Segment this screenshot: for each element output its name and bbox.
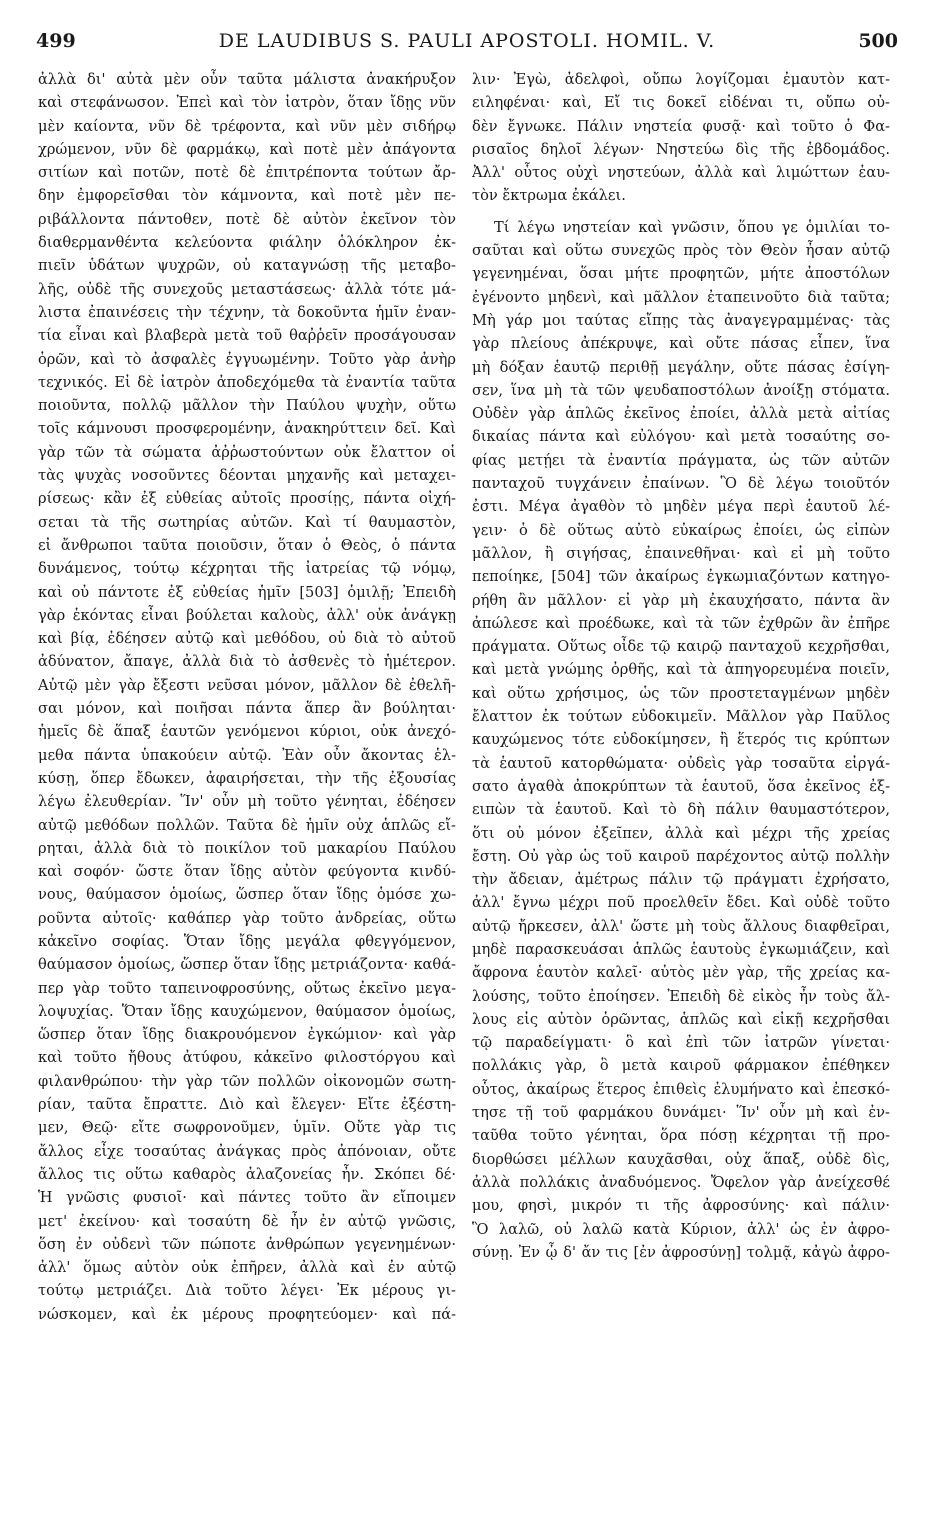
text-line: τὰς ψυχὰς νοσοῦντες δέονται μηχανῆς καὶ μεταχει- [38,467,456,485]
text-line: σεται τὰ τῆς σωτηρίας αὐτῶν. Καὶ τί θαυμαστὸν, [38,513,456,531]
text-line: λιν· Ἐγὼ, ἀδελφοὶ, οὔπω λογίζομαι ἐμαυτὸν κατ- [472,71,890,88]
text-line: Ἀλλ' οὗτος οὐχὶ νηστεύων, ἀλλὰ καὶ λιμώττων ἑαυ- [472,164,890,182]
paragraph-gap [472,208,890,216]
text-line: τούτῳ μετριάζει. Διὰ τοῦτο λέγει· Ἐκ μέρους γι- [38,1282,456,1300]
text-line: σύνῃ. Ἐν ᾧ δ' ἄν τις [ἐν ἀφροσύνῃ] τολμᾷ, κἀγὼ ἀφρο- [472,1243,890,1261]
text-line: πιεῖν ὑδάτων ψυχρῶν, οὐ καταγνώσῃ τῆς μεταβο- [38,257,456,275]
text-line: καὶ μετὰ γνώμης ὀρθῆς, καὶ τὰ ἀπηγορευμένα ποιεῖν, [472,661,890,679]
left-column [38,68,456,1326]
page-number-right: 500 [858,30,898,52]
text-line: φίας μετῄει τὰ ἐναντία πράγματα, ὡς τῶν αὐτῶν [472,451,890,469]
text-line: ἀλλὰ δι' αὐτὰ μὲν οὖν ταῦτα μάλιστα ἀνακήρυξον [38,71,456,88]
text-line: πράγματα. Οὕτως οἶδε τῷ καιρῷ πανταχοῦ κεχρῆσθαι, [472,638,890,656]
text-line: ἀλλ' ἔγνω μέχρι ποῦ προελθεῖν ἔδει. Καὶ οὐδὲ τοῦτο [472,894,890,912]
text-line: δικαίας πάντα καὶ εὐλόγου· καὶ μετὰ τοσαύτης σο- [472,428,890,446]
running-head [36,30,898,58]
text-line: σιτίων καὶ ποτῶν, ποτὲ δὲ ἐπιτρέποντα τούτων ἄρ- [38,164,456,182]
text-line: πανταχοῦ τυγχάνειν ἐπαίνων. Ὃ δὲ λέγω τοιοῦτόν [472,475,890,493]
text-line: αὐτῷ μεθόδων πολλῶν. Ταῦτα δὲ ἡμῖν οὐχ ἁπλῶς εἴ- [38,816,456,834]
text-line: τὸν ἔκτρωμα ἐκάλει. [472,187,626,205]
text-line: οὗτος, ἀκαίρως ἕτερος ἐπιθεὶς ἐλυμήνατο καὶ ἐπεσκό- [472,1080,890,1098]
text-line: μηδὲ παρασκευάσαι ἁπλῶς ἑαυτοὺς ἐγκωμιάζειν, καὶ [472,940,890,958]
text-line: μεν, Θεῷ· εἴτε σωφρονοῦμεν, ὑμῖν. Οὔτε γὰρ τις [38,1119,456,1137]
text-line: ρηται, ἀλλὰ διὰ τὸ ποικίλον τοῦ μακαρίου Παύλου [38,839,456,857]
text-line: γειν· ὁ δὲ οὕτως αὐτὸ εὐκαίρως ἐποίει, ὡς εἰπὼν [472,521,890,539]
text-line: ἄφρονα ἑαυτὸν καλεῖ· αὐτὸς μὲν γὰρ, τῆς χρείας κα- [472,964,890,982]
text-line: Ὃ λαλῶ, οὐ λαλῶ κατὰ Κύριον, ἀλλ' ὡς ἐν ἀφρο- [472,1220,890,1238]
text-line: λούσης, τοῦτο ἐποίησεν. Ἐπειδὴ δὲ εἰκὸς ἦν τοὺς ἄλ- [472,987,890,1005]
text-line: μου, φησὶ, μικρόν τι τῆς ἀφροσύνης· καὶ πάλιν· [472,1197,890,1215]
text-line: λῆς, οὐδὲ τῆς συνεχοῦς μεταστάσεως· ἀλλὰ τότε μά- [38,280,456,298]
text-line: ριβάλλοντα πάντοθεν, ποτὲ δὲ αὐτὸν ἐκεῖνον τὸν [38,210,456,228]
text-line: μετ' ἐκείνου· καὶ τοσαύτη δὲ ἦν ἐν αὐτῷ γνῶσις, [38,1212,456,1230]
text-line: περ γὰρ τοῦτο ταπεινοφροσύνης, οὕτως ἐκεῖνο μεγα- [38,979,456,997]
page-number-left: 499 [36,30,76,52]
text-line: ἀπώλεσε καὶ προέδωκε, καὶ τὰ τῶν ἐχθρῶν ἂν ἐπῆρε [472,614,890,632]
text-line: καὶ σοφόν· ὥστε ὅταν ἴδῃς αὐτὸν φεύγοντα κινδύ- [38,863,456,881]
text-line: θαύμασον ὁμοίως, ὥσπερ ὅταν ἴδῃς μετριάζοντα· καθά- [38,956,456,974]
text-line: διορθώσει μέλλων καυχᾶσθαι, οὐχ ἅπαξ, οὐδὲ δὶς, [472,1150,890,1168]
text-line: ἔστη. Οὐ γὰρ ὡς τοῦ καιροῦ παρέχοντος αὐτῷ πολλὴν [472,847,890,865]
text-line: γὰρ τῶν τὰ σώματα ἀῤῥωστούντων οὐκ ἔλαττον οἱ [38,443,456,461]
text-line: ἀλλ' ὅμως αὐτὸν οὐκ ἐπῆρεν, ἀλλὰ καὶ ἐν αὐτῷ [38,1259,456,1277]
text-line: γὰρ πλείους ἀπέκρυψε, καὶ οὔτε πάσας εἶπεν, ἵνα [472,335,890,353]
text-line: ἄλλος εἶχε τοσαύτας ἀνάγκας πρὸς ἀπόνοιαν, οὔτε [38,1142,456,1160]
text-line: τῷ παραδείγματι· ὃ καὶ ἐπὶ τῶν ἰατρῶν γίνεται· [472,1034,890,1052]
text-line: διαθερμανθέντα κελεύοντα φιάλην ὁλόκληρον ἐκ- [38,234,456,252]
text-line: ρισαῖος δηλοῖ λέγων· Νηστεύω δὶς τῆς ἑβδομάδος. [472,140,890,158]
text-line: κἀκεῖνο σοφίας. Ὅταν ἴδῃς μεγάλα φθεγγόμενον, [38,932,456,950]
text-line: ρήθη ἂν μᾶλλον· εἰ γὰρ μὴ ἐκαυχήσατο, πάντα ἂν [472,591,890,609]
text-line: ταῦθα τοῦτο γένηται, ὅρα πόσῃ κέχρηται τῇ προ- [472,1127,890,1145]
text-line: Ἡ γνῶσις φυσιοῖ· καὶ πάντες τοῦτο ἂν εἴποιμεν [38,1189,456,1207]
text-line: κύσῃ, ὅπερ ἔδωκεν, ἀφαιρήσεται, τὴν τῆς ἐξουσίας [38,769,456,787]
right-column [472,68,890,1264]
text-line: ὥσπερ ὅταν ἴδῃς διακρουόμενον ἐγκώμιον· καὶ γὰρ [38,1026,456,1044]
text-line: δὲν ἔγνωκε. Πάλιν νηστεία φυσᾷ· καὶ τοῦτο ὁ Φα- [472,117,890,135]
text-line: τοῖς κάμνουσι προσφερομένην, ἀνακηρύττειν δεῖ. Καὶ [38,420,456,438]
text-line: δυνάμενος, τούτῳ κέχρηται τῆς ἰατρείας τῷ νόμῳ, [38,560,456,578]
running-title: DE LAUDIBUS S. PAULI APOSTOLI. HOMIL. V. [218,30,716,52]
text-line: λέγω ἐλευθερίαν. Ἵν' οὖν μὴ τοῦτο γένηται, ἐδέησεν [38,793,456,811]
text-line: ἐστι. Μέγα ἀγαθὸν τὸ μηδὲν μέγα περὶ ἑαυτοῦ λέ- [472,498,890,516]
text-line: ἔλαττον ἐκ τούτων εὐδοκιμεῖν. Μᾶλλον γὰρ Παῦλος [472,708,890,726]
text-line: μὲν καίοντα, νῦν δὲ τρέφοντα, καὶ νῦν μὲν σιδήρῳ [38,117,456,135]
text-line: μὴ δόξαν ἑαυτῷ περιθῇ μεγάλην, οὔτε πάσας ἐσίγη- [472,358,890,376]
text-line: νους, θαύμασον ὁμοίως, ὥσπερ ὅταν ἴδῃς ὁμόσε χω- [38,886,456,904]
text-line: τησε τῇ τοῦ φαρμάκου δυνάμει· Ἵν' οὖν μὴ καὶ ἐν- [472,1104,890,1122]
text-line: καὶ οὐ πάντοτε ἐξ εὐθείας ἡμῖν [503] ὁμιλῇ; Ἐπειδὴ [38,583,456,601]
text-line: ἀδύνατον, ἄπαγε, ἀλλὰ διὰ τὸ ἀσθενὲς τὸ ἡμέτερον. [38,653,456,671]
text-line: αὐτῷ ἤρκεσεν, ἀλλ' ὥστε μὴ τοὺς ἄλλους διαφθεῖραι, [472,917,890,935]
text-line: μεθα πάντα ὑπακούειν αὐτῷ. Ἐὰν οὖν ἄκοντας ἑλ- [38,746,456,764]
text-line: γὰρ ἑκόντας εἶναι βούλεται καλοὺς, ἀλλ' οὐκ ἀνάγκῃ [38,606,456,624]
text-line: μᾶλλον, ἢ σιγήσας, ἐπαινεθῆναι· καὶ εἰ μὴ τοῦτο [472,544,890,562]
text-line: τεχνικός. Εἰ δὲ ἰατρὸν ἀποδεχόμεθα τὰ ἐναντία ταῦτα [38,373,456,391]
text-line: εἰ ἄνθρωποι ταῦτα ποιοῦσιν, ὅταν ὁ Θεὸς, ὁ πάντα [38,536,456,554]
text-line: πολλάκις γὰρ, ὃ μετὰ καιροῦ φάρμακον ἐπέθηκεν [472,1057,890,1075]
text-line: τὴν ἄδειαν, ἀμέτρως πάλιν τῷ πράγματι ἐχρήσατο, [472,871,890,889]
text-line: ποιοῦντα, πολλῷ μᾶλλον τὴν Παύλου ψυχὴν, οὕτω [38,397,456,415]
text-line: νώσκομεν, καὶ ἐκ μέρους προφητεύομεν· καὶ πά- [38,1305,456,1323]
text-line: γεγενημέναι, ὅσαι μήτε προφητῶν, μήτε ἀποστόλων [472,265,890,283]
text-line: Μὴ γάρ μοι ταύτας εἴπῃς τὰς ἀναγεγραμμένας· τὰς [472,311,890,329]
text-line: σατο ἀγαθὰ ἀποκρύπτων τὰ ἑαυτοῦ, ὅσα ἐκεῖνος ἐξ- [472,777,890,795]
text-line: ἐγένοντο μηδενὶ, καὶ μᾶλλον ἐταπεινοῦτο διὰ ταῦτα; [472,288,890,306]
text-line: καὶ στεφάνωσον. Ἐπεὶ καὶ τὸν ἰατρὸν, ὅταν ἴδῃς νῦν [38,94,456,112]
text-line: ἀλλὰ πολλάκις ἀναδυόμενος. Ὄφελον γὰρ ἀνείχεσθέ [472,1173,890,1191]
text-line: καὶ βίᾳ, ἐδέησεν αὐτῷ καὶ μεθόδου, οὐ διὰ τὸ αὐτοῦ [38,630,456,648]
text-line: ροῦντα αὐτοῖς· καθάπερ γὰρ τοῦτο ἀνδρείας, οὕτω [38,909,456,927]
text-line: ρίαν, ταῦτα ἔπραττε. Διὸ καὶ ἔλεγεν· Εἴτε ἐξέστη- [38,1096,456,1114]
text-line: σαι μόνον, καὶ ποιῆσαι πάντα ἅπερ ἂν βούληται· [38,700,456,718]
text-line: τὰ ἑαυτοῦ κατορθώματα· οὐδεὶς γὰρ τοσαῦτα εἰργά- [472,754,890,772]
text-line: ειληφέναι· καὶ, Εἴ τις δοκεῖ εἰδέναι τι, οὔπω οὐ- [472,94,890,112]
text-line: ὅτι οὐ μόνον ἐξεῖπεν, ἀλλὰ καὶ μέχρι τῆς χρείας [472,824,890,842]
text-line: Τί λέγω νηστείαν καὶ γνῶσιν, ὅπου γε ὁμιλίαι το- [494,218,890,236]
text-line: φιλανθρώπου· τὴν γὰρ τῶν πολλῶν οἰκονομῶν σωτη- [38,1072,456,1090]
text-line: λους εἰς αὐτὸν ὁρῶντας, ἁπλῶς καὶ εἰκῇ κεχρῆσθαι [472,1010,890,1028]
text-line: Αὐτῷ μὲν γὰρ ἔξεστι νεῦσαι μόνον, μᾶλλον δὲ ἐθελῆ- [38,676,456,694]
text-line: καὶ οὕτω χρήσιμος, ὡς τῶν προστεταγμένων μηδὲν [472,684,890,702]
text-line: χρώμενον, νῦν δὲ φαρμάκῳ, καὶ ποτὲ μὲν ἀπάγοντα [38,140,456,158]
text-line: ὅση ἐν οὐδενὶ τῶν πώποτε ἀνθρώπων γεγενημένων· [38,1235,456,1253]
text-line: ὁρῶν, καὶ τὸ ἀσφαλὲς ἐγγυωμένην. Τοῦτο γὰρ ἀνὴρ [38,350,456,368]
text-line: ρίσεως· κἂν ἐξ εὐθείας αὐτοῖς προσίῃς, πάντα οἰχή- [38,490,456,508]
text-line: καὶ τοῦτο ἤθους ἀτύφου, κἀκεῖνο φιλοστόργου καὶ [38,1049,456,1067]
text-line: σεν, ἵνα μὴ τὰ τῶν ψευδαποστόλων ἀνοίξῃ στόματα. [472,381,890,399]
text-line: τία εἶναι καὶ βλαβερὰ μετὰ τοῦ θαῤῥεῖν προσάγουσαν [38,327,456,345]
text-line: λιστα ἐπαινέσεις τὴν τέχνην, τὰ δοκοῦντα ἡμῖν ἐναν- [38,303,456,321]
text-line: σαῦται καὶ οὕτω συνεχῶς πρὸς τὸν Θεὸν ἦσαν αὐτῷ [472,242,890,260]
text-line: λοψυχίας. Ὅταν ἴδῃς καυχώμενον, θαύμασον ὁμοίως, [38,1002,456,1020]
text-line: ειπὼν τὰ ἑαυτοῦ. Καὶ τὸ δὴ πάλιν θαυμαστότερον, [472,801,890,819]
text-line: ἡμεῖς δὲ ἅπαξ ἑαυτῶν γενόμενοι κύριοι, οὐκ ἀνεχό- [38,723,456,741]
text-line: καυχώμενος τότε εὐδοκίμησεν, ἢ ἕτερός τις κρύπτων [472,731,890,749]
text-line: ἄλλος τις οὕτω καθαρὸς ἀλαζονείας ἦν. Σκόπει δέ· [38,1165,456,1183]
text-line: Οὐδὲν γὰρ ἁπλῶς ἐκεῖνος ἐποίει, ἀλλὰ μετὰ αἰτίας [472,405,890,423]
text-line: πεποίηκε, [504] τῶν ἀκαίρως ἐγκωμιαζόντων κατηγο- [472,568,890,586]
text-line: δην ἐμφορεῖσθαι τὸν κάμνοντα, καὶ ποτὲ μὲν πε- [38,187,456,205]
